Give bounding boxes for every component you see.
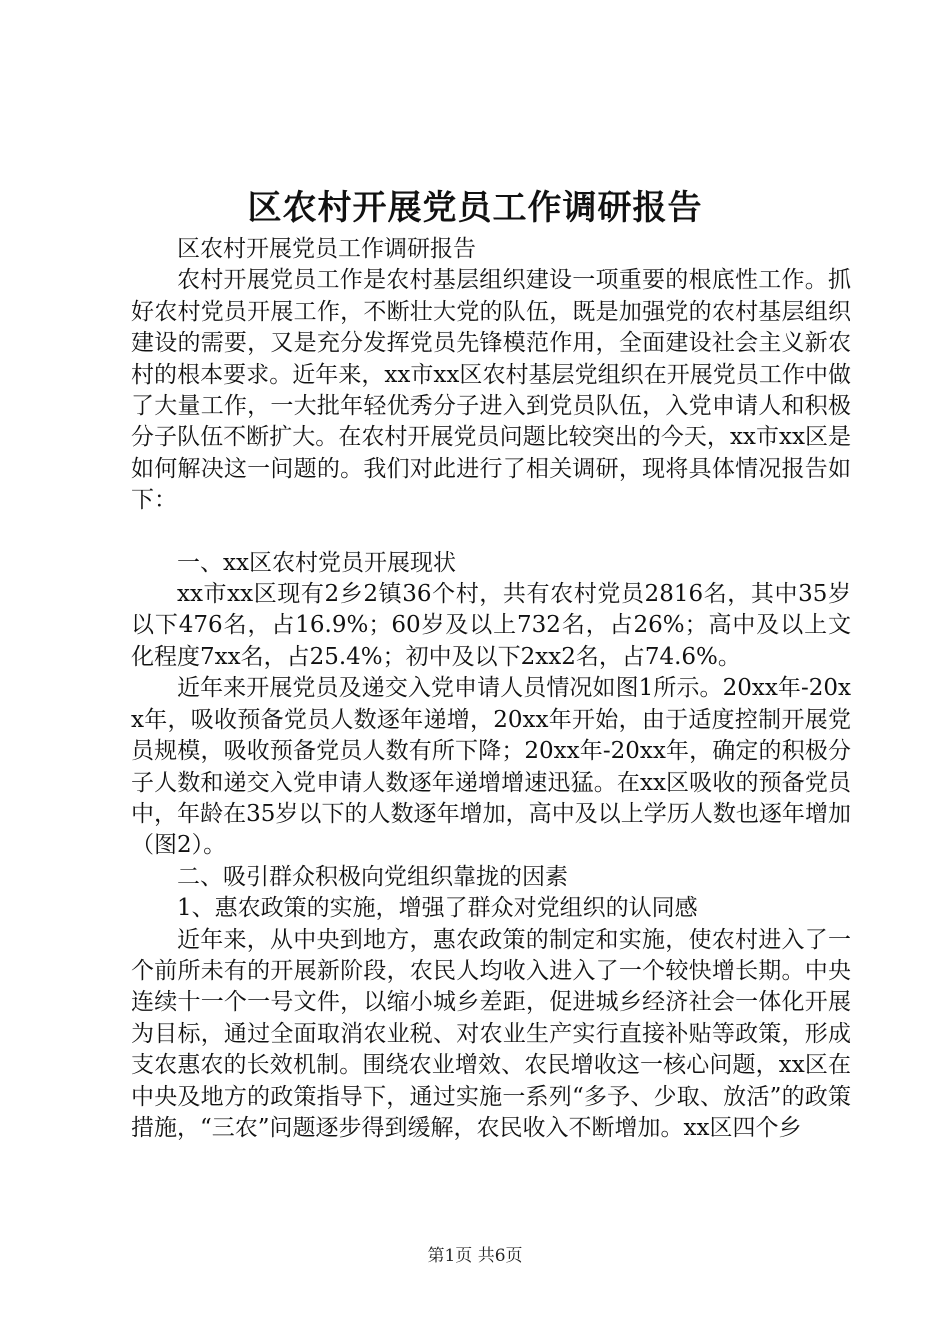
paragraph-spacer [131,517,851,548]
paragraph-status-stats: xx市xx区现有2乡2镇36个村，共有农村党员2816名，其中35岁以下476名，占16.9%；60岁及以上732名，占26%；高中及以上文化程度7xx名，占25.4%；初中及以下2xx2名，占74.6%。 [131,581,851,670]
document-body [131,234,851,1144]
section-heading-2: 二、吸引群众积极向党组织靠拢的因素 [177,863,568,890]
document-title: 区农村开展党员工作调研报告 [247,188,703,228]
page-footer: 第1页 共6页 [427,1246,523,1266]
section-heading-1: 一、xx区农村党员开展现状 [177,549,456,576]
paragraph-status-trend: 近年来开展党员及递交入党申请人员情况如图1所示。20xx年-20xx年，吸收预备党员人数逐年递增，20xx年开始，由于适度控制开展党员规模，吸收预备党员人数有所下降；20xx年-20xx年，确定的积极分子人数和递交入党申请人数逐年递增增速迅猛。在xx区吸收的预备党员中，年龄在35岁以下的人数逐年增加，高中及以上学历人数也逐年增加（图2）。 [131,675,851,859]
subsection-heading-1: 1、惠农政策的实施，增强了群众对党组织的认同感 [177,895,698,922]
paragraph-policy: 近年来，从中央到地方，惠农政策的制定和实施，使农村进入了一个前所未有的开展新阶段，农民人均收入进入了一个较快增长期。中央连续十一个一号文件，以缩小城乡差距，促进城乡经济社会一体化开展为目标，通过全面取消农业税、对农业生产实行直接补贴等政策，形成支农惠农的长效机制。围绕农业增效、农民增收这一核心问题，xx区在中央及地方的政策指导下，通过实施一系列“多予、少取、放活”的政策措施，“三农”问题逐步得到缓解，农民收入不断增加。xx区四个乡 [131,926,851,1141]
paragraph-subtitle: 区农村开展党员工作调研报告 [177,236,476,262]
paragraph-intro: 农村开展党员工作是农村基层组织建设一项重要的根底性工作。抓好农村党员开展工作，不断壮大党的队伍，既是加强党的农村基层组织建设的需要，又是充分发挥党员先锋模范作用，全面建设社会主义新农村的根本要求。近年来，xx市xx区农村基层党组织在开展党员工作中做了大量工作，一大批年轻优秀分子进入到党员队伍，入党申请人和积极分子队伍不断扩大。在农村开展党员问题比较突出的今天，xx市xx区是如何解决这一问题的。我们对此进行了相关调研，现将具体情况报告如下： [131,267,851,514]
